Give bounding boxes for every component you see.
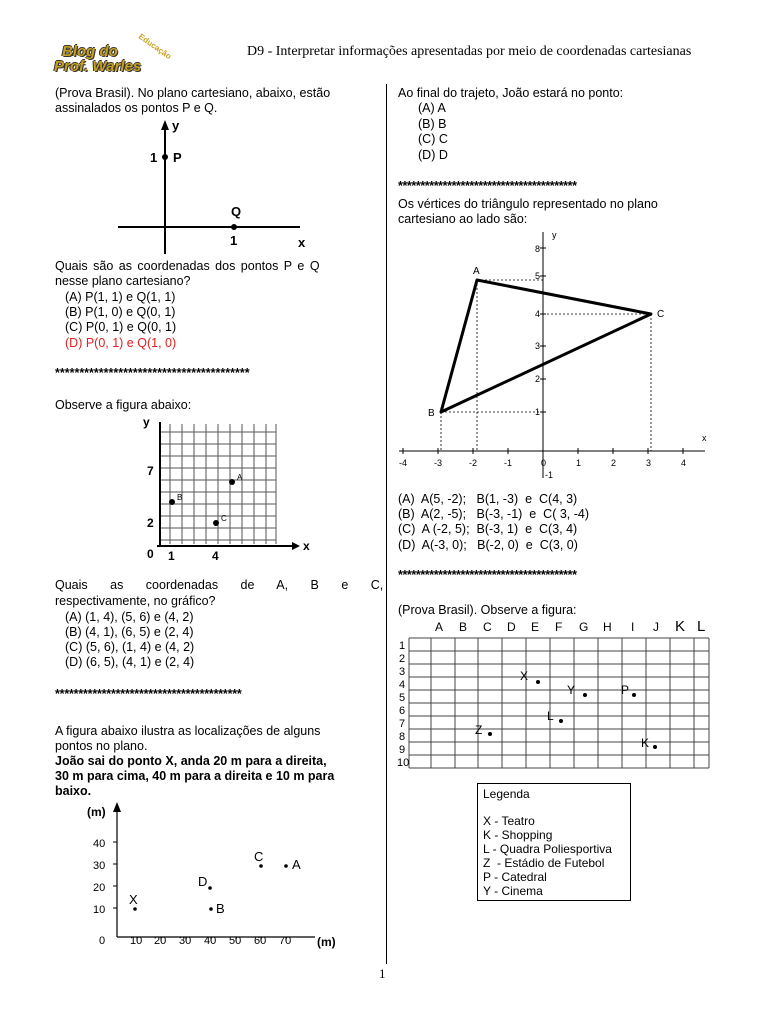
q2-tick-x-4: 4 [212, 549, 219, 562]
svg-text:30: 30 [179, 935, 192, 947]
svg-text:1: 1 [576, 458, 582, 468]
svg-text:A: A [237, 473, 243, 482]
svg-text:8: 8 [535, 244, 541, 254]
q2-option-c: (C) (5, 6), (1, 4) e (4, 2) [65, 640, 195, 654]
svg-text:3: 3 [535, 341, 541, 351]
q4-chart [395, 226, 715, 486]
logo-line-1: Blog do [62, 43, 118, 60]
q1-point-p [162, 154, 168, 160]
q3-point-a [284, 864, 288, 868]
svg-text:60: 60 [254, 935, 267, 947]
svg-text:-4: -4 [399, 458, 408, 468]
svg-text:D: D [507, 620, 516, 634]
q1-prompt-1: Quais são as coordenadas dos pontos P e Q [55, 259, 320, 273]
svg-text:-3: -3 [434, 458, 443, 468]
svg-text:5: 5 [535, 271, 541, 281]
q1-label-q: Q [231, 204, 242, 219]
page-number: 1 [379, 966, 386, 981]
q2-tick-y-2: 2 [147, 516, 154, 530]
q2-axis-x: x [303, 539, 310, 553]
svg-text:30: 30 [93, 860, 106, 872]
svg-text:40: 40 [93, 838, 106, 850]
svg-text:9: 9 [399, 744, 406, 756]
q4-intro-2: cartesiano ao lado são: [398, 212, 528, 226]
svg-text:X: X [520, 669, 529, 683]
svg-text:B: B [177, 493, 183, 502]
q3-bold-2: 30 m para cima, 40 m para a direita e 10 m para [55, 769, 335, 783]
q1-line-2: assinalados os pontos P e Q. [55, 101, 218, 115]
svg-text:Y: Y [567, 683, 576, 697]
q4-label-a: A [473, 266, 480, 277]
q2-prompt-1: Quais as coordenadas de A, B e C, [55, 578, 384, 592]
svg-text:70: 70 [279, 935, 292, 947]
svg-text:P: P [621, 683, 630, 697]
q1-tick-y: 1 [150, 150, 158, 165]
svg-text:2: 2 [535, 374, 541, 384]
q5-point-x [536, 680, 540, 684]
svg-text:C: C [221, 514, 227, 523]
logo [52, 31, 173, 76]
svg-text:-1: -1 [545, 470, 554, 480]
q5-point-z [488, 732, 492, 736]
q5-legend-title: Legenda [483, 787, 530, 801]
q2-point-c [213, 520, 219, 526]
svg-text:Z: Z [475, 723, 483, 737]
svg-text:5: 5 [399, 692, 406, 704]
q4-label-b: B [428, 408, 435, 419]
svg-text:3: 3 [399, 666, 406, 678]
separator-2: **************************************** [55, 687, 242, 701]
q5-point-p [632, 693, 636, 697]
svg-text:y: y [552, 230, 557, 240]
svg-text:L: L [547, 709, 554, 723]
svg-text:8: 8 [399, 731, 406, 743]
q5-point-k [653, 745, 657, 749]
svg-text:F: F [555, 620, 563, 634]
q2-tick-x-1: 1 [168, 549, 175, 562]
q1-option-c: (C) P(0, 1) e Q(0, 1) [65, 320, 177, 334]
svg-text:B: B [459, 620, 468, 634]
svg-text:10: 10 [93, 904, 106, 916]
q2-option-b: (B) (4, 1), (6, 5) e (2, 4) [65, 625, 194, 639]
svg-text:x: x [702, 433, 707, 443]
q5-legend-item: K - Shopping [483, 828, 553, 842]
q3-option-b: (B) B [418, 117, 447, 131]
q1-prompt-2: nesse plano cartesiano? [55, 274, 191, 288]
q3-point-d [208, 886, 212, 890]
svg-text:A: A [292, 857, 301, 872]
q5-intro: (Prova Brasil). Observe a figura: [398, 603, 577, 617]
q2-chart [135, 412, 315, 562]
q4-option-d: (D) A(-3, 0); B(-2, 0) e C(3, 0) [398, 538, 578, 552]
q3-bold-3: baixo. [55, 784, 92, 798]
svg-text:K: K [675, 618, 686, 635]
q2-tick-y-7: 7 [147, 464, 154, 478]
q3-bold-1: João sai do ponto X, anda 20 m para a direita, [55, 754, 327, 768]
svg-text:4: 4 [681, 458, 687, 468]
q1-option-d: (D) P(0, 1) e Q(1, 0) [65, 336, 177, 350]
q1-option-b: (B) P(1, 0) e Q(0, 1) [65, 305, 176, 319]
q3-point-c [259, 864, 263, 868]
q4-option-c: (C) A (-2, 5); B(-3, 1) e C(3, 4) [398, 522, 578, 536]
q4-label-c: C [657, 309, 665, 320]
svg-text:1: 1 [399, 640, 406, 652]
svg-text:C: C [254, 849, 264, 864]
svg-text:H: H [603, 620, 612, 634]
svg-text:2: 2 [399, 653, 406, 665]
svg-text:7: 7 [399, 718, 406, 730]
svg-text:D: D [198, 874, 208, 889]
q3-chart [85, 800, 355, 955]
q5-legend-item: P - Catedral [483, 870, 547, 884]
column-divider [386, 84, 387, 964]
q5-point-l [559, 719, 563, 723]
q2-point-b [169, 499, 175, 505]
q1-label-p: P [173, 150, 182, 165]
q5-grid-map [395, 616, 720, 776]
q3-intro-2: pontos no plano. [55, 739, 148, 753]
svg-text:0: 0 [541, 458, 547, 468]
q3-intro-1: A figura abaixo ilustra as localizações de alguns [55, 724, 321, 738]
q3-option-d: (D) D [418, 148, 448, 162]
logo-badge: Educação [136, 31, 173, 62]
q1-point-q [231, 224, 237, 230]
svg-text:X: X [129, 892, 138, 907]
separator-1: **************************************** [55, 366, 250, 380]
svg-text:50: 50 [229, 935, 242, 947]
svg-text:G: G [579, 620, 589, 634]
svg-text:0: 0 [99, 935, 106, 947]
q1-chart [110, 116, 320, 256]
svg-text:20: 20 [93, 882, 106, 894]
svg-text:-2: -2 [469, 458, 478, 468]
q3-point-b [209, 907, 213, 911]
q1-option-a: (A) P(1, 1) e Q(1, 1) [65, 290, 176, 304]
q4-intro-1: Os vértices do triângulo representado no plano [398, 197, 658, 211]
q5-legend-box [477, 783, 631, 901]
svg-text:B: B [216, 901, 225, 916]
logo-line-2: Prof. Warles [54, 58, 142, 75]
svg-text:3: 3 [646, 458, 652, 468]
svg-text:J: J [653, 620, 659, 634]
q5-legend-item: Z - Estádio de Futebol [483, 856, 605, 870]
svg-text:2: 2 [611, 458, 617, 468]
q1-tick-x: 1 [230, 233, 238, 248]
svg-text:4: 4 [535, 309, 541, 319]
svg-text:4: 4 [399, 679, 406, 691]
page-title: D9 - Interpretar informações apresentadas por meio de coordenadas cartesianas [247, 44, 692, 59]
svg-text:K: K [641, 736, 650, 750]
q3-unit-y: (m) [87, 805, 106, 819]
q2-option-a: (A) (1, 4), (5, 6) e (4, 2) [65, 610, 194, 624]
q2-prompt-2: respectivamente, no gráfico? [55, 594, 216, 608]
q4-option-b: (B) A(2, -5); B(-3, -1) e C( 3, -4) [398, 507, 590, 521]
q2-origin: 0 [147, 547, 154, 561]
q1-axis-y: y [172, 118, 180, 133]
svg-text:L: L [697, 618, 706, 635]
q2-axis-y: y [143, 415, 150, 429]
q4-option-a: (A) A(5, -2); B(1, -3) e C(4, 3) [398, 492, 578, 506]
q3-point-x [133, 907, 137, 911]
svg-text:I: I [631, 620, 635, 634]
q5-point-y [583, 693, 587, 697]
svg-text:10: 10 [397, 757, 410, 769]
svg-text:1: 1 [535, 407, 541, 417]
q3-prompt: Ao final do trajeto, João estará no ponto: [398, 86, 624, 100]
q5-legend-item: L - Quadra Poliesportiva [483, 842, 612, 856]
q2-point-a [229, 479, 235, 485]
svg-text:40: 40 [204, 935, 217, 947]
svg-text:-1: -1 [504, 458, 513, 468]
q1-line-1: (Prova Brasil). No plano cartesiano, abaixo, estão [55, 86, 331, 100]
separator-3: **************************************** [398, 179, 577, 193]
svg-text:20: 20 [154, 935, 167, 947]
q3-option-c: (C) C [418, 132, 448, 146]
q2-option-d: (D) (6, 5), (4, 1) e (2, 4) [65, 655, 195, 669]
separator-4: **************************************** [398, 568, 577, 582]
q2-intro: Observe a figura abaixo: [55, 398, 192, 412]
svg-text:10: 10 [130, 935, 143, 947]
svg-text:C: C [483, 620, 492, 634]
q1-axis-x: x [298, 235, 306, 250]
svg-text:E: E [531, 620, 540, 634]
q5-legend-item: Y - Cinema [483, 884, 543, 898]
q5-legend-item: X - Teatro [483, 814, 535, 828]
svg-text:A: A [435, 620, 444, 634]
q3-unit-x: (m) [317, 935, 336, 949]
q3-option-a: (A) A [418, 101, 446, 115]
svg-text:6: 6 [399, 705, 406, 717]
